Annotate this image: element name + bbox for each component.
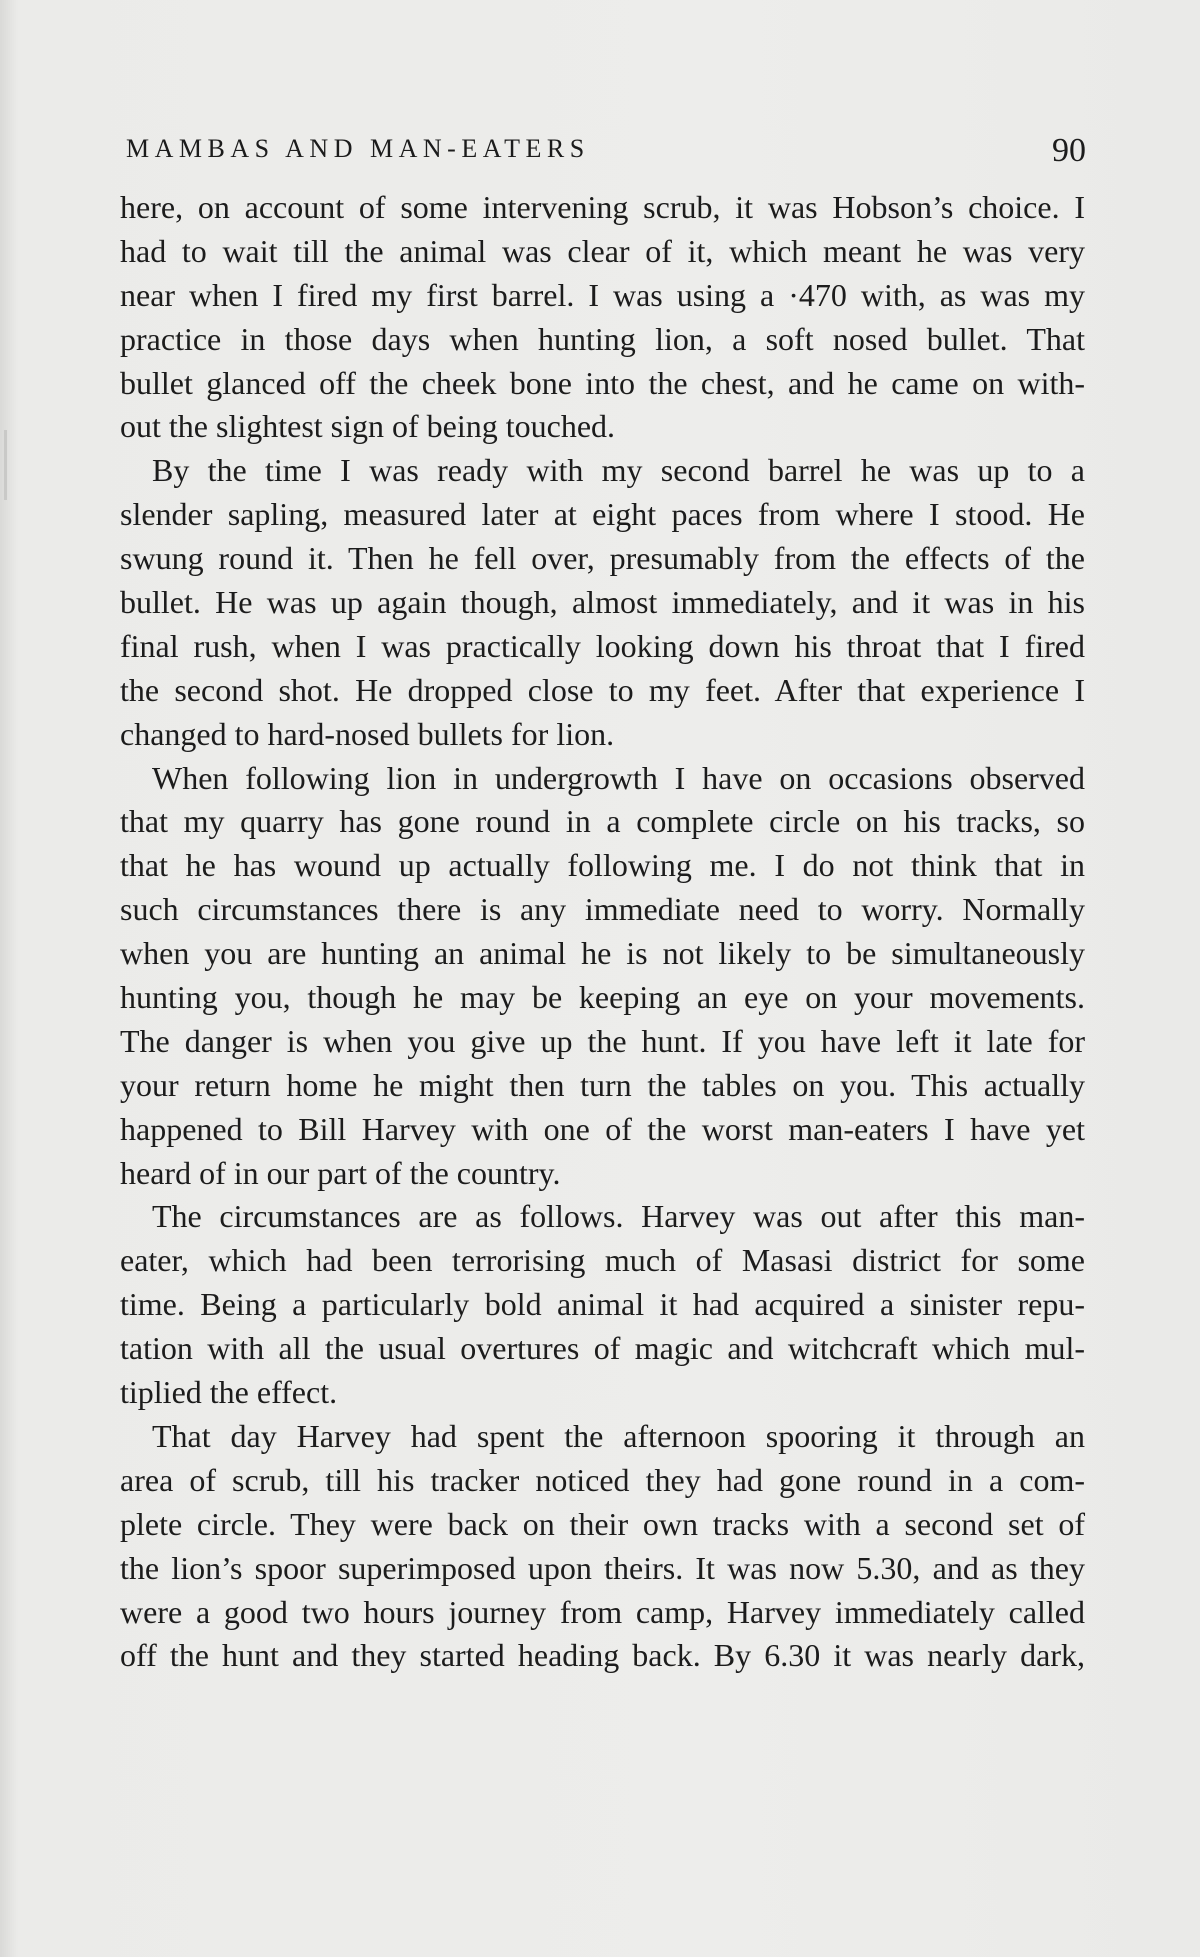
paragraph [120,186,1085,449]
text-line: off the hunt and they started heading back. By 6.30 it was nearly dark, [120,1637,1085,1674]
text-line: area of scrub, till his tracker noticed they had gone round in a com- [120,1461,1085,1498]
text-line: The circumstances are as follows. Harvey was out after this man- [152,1198,1085,1235]
text-line: that he has wound up actually following me. I do not think that in [120,847,1085,884]
text-line: near when I fired my first barrel. I was using a ·470 with, as was my [120,276,1085,313]
text-line: out the slightest sign of being touched. [120,408,616,445]
text-line: When following lion in undergrowth I have on occasions observed [152,759,1085,796]
text-line: practice in those days when hunting lion, a soft nosed bullet. That [120,320,1085,357]
body-text [120,186,1085,1678]
text-line: eater, which had been terrorising much of Masasi district for some [120,1242,1085,1279]
text-line: your return home he might then turn the tables on you. This actually [120,1066,1085,1103]
text-line: were a good two hours journey from camp, Harvey immediately called [120,1593,1085,1630]
text-line: tation with all the usual overtures of magic and witchcraft which mul- [120,1330,1085,1367]
page-number: 90 [1052,132,1086,169]
text-line: The danger is when you give up the hunt. If you have left it late for [120,1022,1085,1059]
text-line: changed to hard-nosed bullets for lion. [120,715,615,752]
text-line: bullet glanced off the cheek bone into the chest, and he came on with- [120,364,1085,401]
text-line: had to wait till the animal was clear of it, which meant he was very [120,232,1085,269]
paragraph [120,449,1085,756]
text-line: here, on account of some intervening scrub, it was Hobson’s choice. I [120,189,1085,225]
text-line: By the time I was ready with my second barrel he was up to a [152,452,1085,489]
text-line: the second shot. He dropped close to my feet. After that experience I [120,671,1085,708]
text-line: happened to Bill Harvey with one of the worst man-eaters I have yet [120,1110,1085,1147]
text-line: hunting you, though he may be keeping an eye on your movements. [120,979,1085,1016]
running-head [126,134,1086,174]
text-line: That day Harvey had spent the afternoon spooring it through an [152,1417,1085,1454]
text-line: that my quarry has gone round in a complete circle on his tracks, so [120,803,1085,840]
text-line: bullet. He was up again though, almost immediately, and it was in his [120,584,1085,621]
text-line: time. Being a particularly bold animal it had acquired a sinister repu- [120,1286,1085,1323]
text-line: swung round it. Then he fell over, presumably from the effects of the [120,540,1085,577]
text-line: such circumstances there is any immediate need to worry. Normally [120,891,1085,928]
paragraph [120,1195,1085,1414]
text-line: the lion’s spoor superimposed upon theirs. It was now 5.30, and as they [120,1549,1085,1586]
text-line: tiplied the effect. [120,1374,338,1411]
text-line: heard of in our part of the country. [120,1154,561,1191]
paragraph [120,757,1085,1196]
running-title: MAMBAS AND MAN-EATERS [126,134,590,163]
text-line: plete circle. They were back on their own tracks with a second set of [120,1505,1085,1542]
text-line: slender sapling, measured later at eight paces from where I stood. He [120,496,1085,533]
page-edge-shadow [4,430,7,500]
text-line: when you are hunting an animal he is not likely to be simultaneously [120,935,1085,972]
text-line: final rush, when I was practically looking down his throat that I fired [120,627,1085,664]
paragraph [120,1415,1085,1678]
